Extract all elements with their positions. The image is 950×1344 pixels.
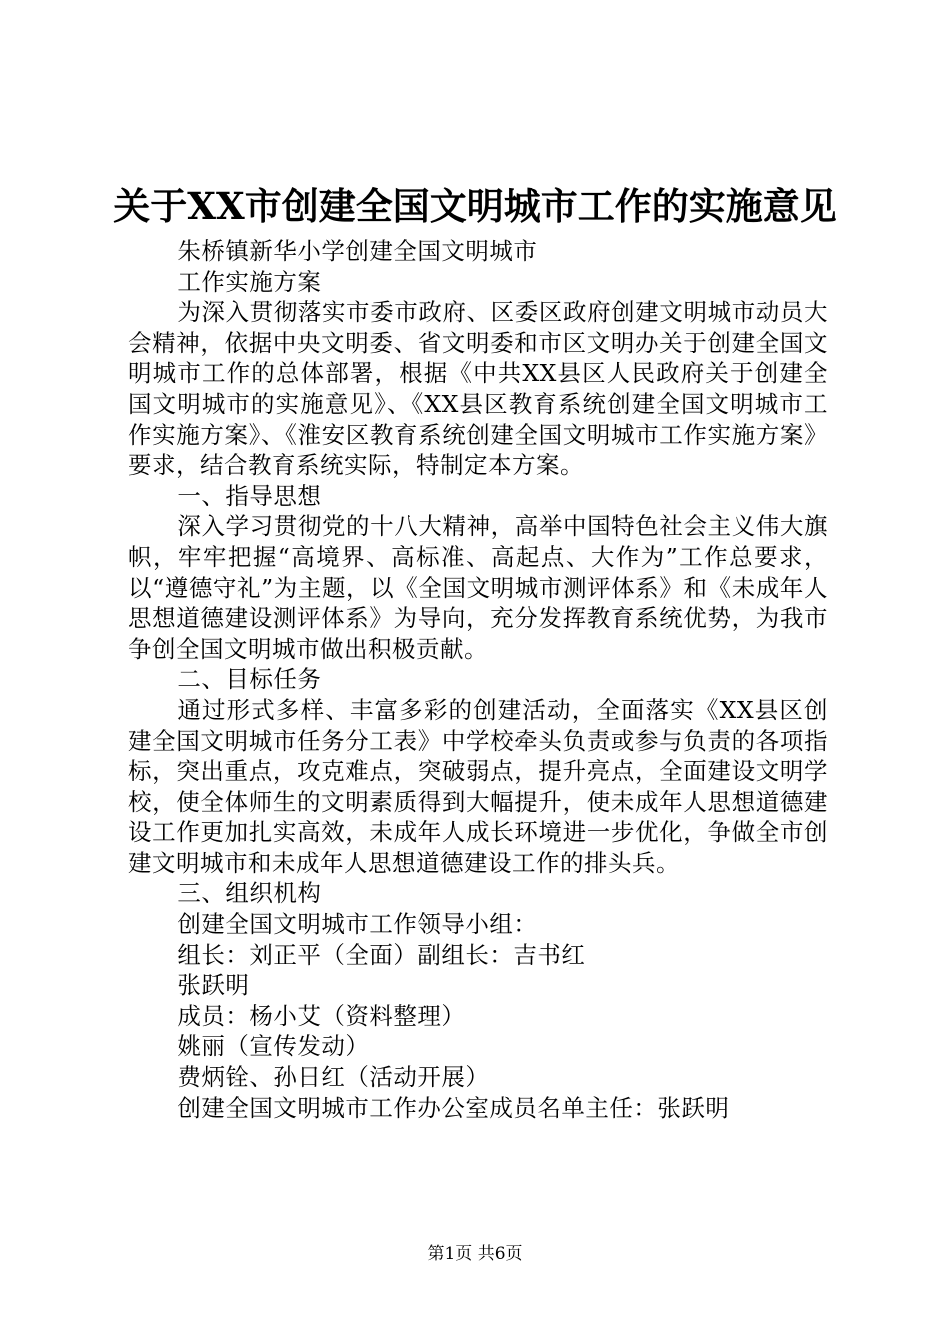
paragraph: 创建全国文明城市工作领导小组： xyxy=(177,910,538,939)
paragraph: 为深入贯彻落实市委市政府、区委区政府创建文明城市动员大会精神，依据中央文明委、省文明委和市区文明办关于创建全国文明城市工作的总体部署，根据《中共XX县区人民政府关于创建全国文明城市的实施意见》、《XX县区教育系统创建全国文明城市工作实施方案》、《淮安区教育系统创建全国文明城市工作实施方案》要求，结合教育系统实际，特制定本方案。 xyxy=(128,298,828,480)
paragraph: 一、指导思想 xyxy=(177,481,322,510)
paragraph: 成员：杨小艾（资料整理） xyxy=(177,1001,466,1030)
paragraph: 组长：刘正平（全面）副组长：吉书红 xyxy=(177,940,586,969)
paragraph: 姚丽（宣传发动） xyxy=(177,1032,370,1061)
paragraph: 朱桥镇新华小学创建全国文明城市 xyxy=(177,237,538,265)
paragraph: 二、目标任务 xyxy=(177,665,322,694)
paragraph: 三、组织机构 xyxy=(177,879,322,908)
paragraph: 工作实施方案 xyxy=(177,267,322,296)
paragraph: 张跃明 xyxy=(177,971,250,1000)
paragraph: 通过形式多样、丰富多彩的创建活动，全面落实《XX县区创建全国文明城市任务分工表》中学校牵头负责或参与负责的各项指标，突出重点，攻克难点，突破弱点，提升亮点，全面建设文明学校，使全体师生的文明素质得到大幅提升，使未成年人思想道德建设工作更加扎实高效，未成年人成长环境进一步优化，争做全市创建文明城市和未成年人思想道德建设工作的排头兵。 xyxy=(128,695,828,877)
paragraph: 创建全国文明城市工作办公室成员名单主任：张跃明 xyxy=(177,1093,730,1122)
page-footer: 第1页 共6页 xyxy=(427,1244,523,1264)
paragraph: 深入学习贯彻党的十八大精神，高举中国特色社会主义伟大旗帜，牢牢把握“高境界、高标准、高起点、大作为”工作总要求，以“遵德守礼”为主题，以《全国文明城市测评体系》和《未成年人思想道德建设测评体系》为导向，充分发挥教育系统优势，为我市争创全国文明城市做出积极贡献。 xyxy=(128,512,828,663)
paragraph: 费炳铨、孙日红（活动开展） xyxy=(177,1063,490,1092)
document-title: 关于XX市创建全国文明城市工作的实施意见 xyxy=(113,184,837,228)
document-body xyxy=(128,236,828,1123)
